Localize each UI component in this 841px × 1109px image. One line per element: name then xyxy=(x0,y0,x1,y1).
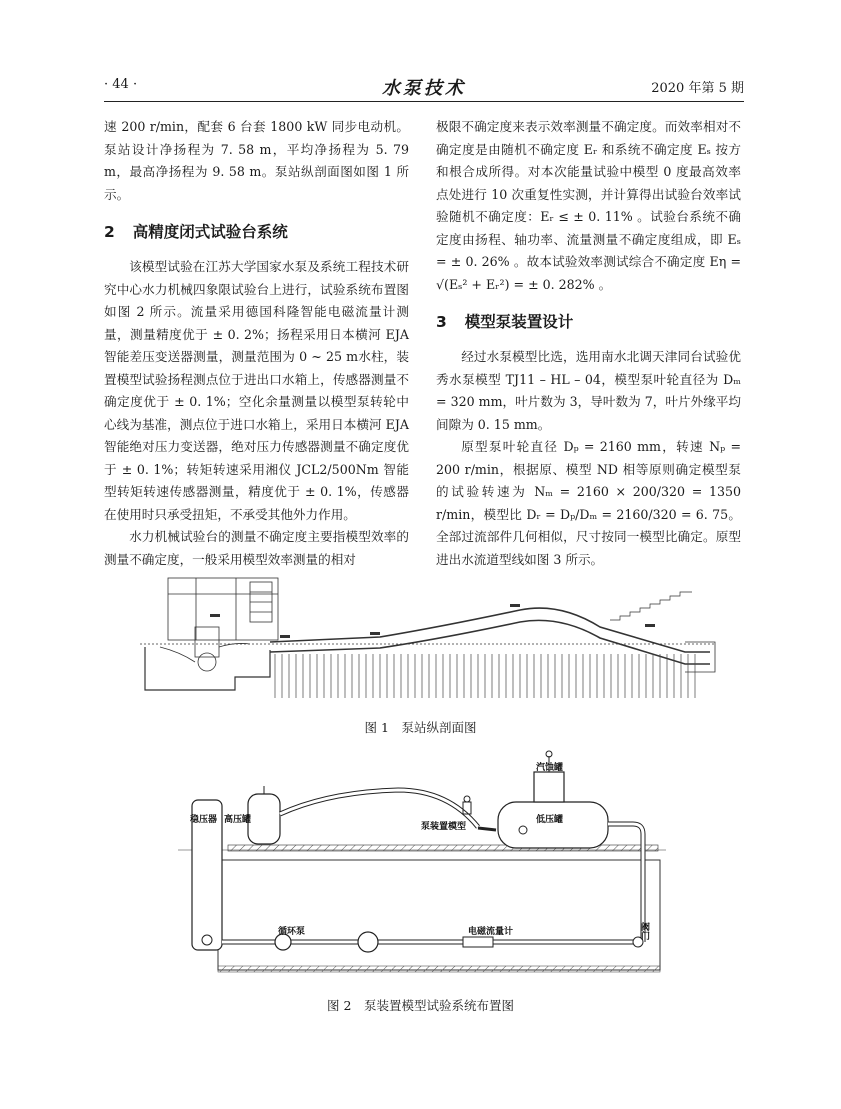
left-paragraph-1: 速 200 r/min，配套 6 台套 1800 kW 同步电动机。泵站设计净扬程为 7. 58 m，平均净扬程为 5. 79 m，最高净扬程为 9. 58 m。泵站纵剖面图如图 1 所示。 xyxy=(104,119,409,202)
label-stabilizer: 稳压器 xyxy=(190,815,218,825)
right-column xyxy=(436,116,741,571)
label-vapor-tank: 汽蚀罐 xyxy=(536,763,564,773)
section-3-number: 3 xyxy=(436,313,447,331)
left-column xyxy=(104,116,409,571)
section-2-number: 2 xyxy=(104,223,115,241)
header-rule xyxy=(104,101,744,102)
section-2-title: 高精度闭式试验台系统 xyxy=(132,223,288,241)
left-paragraph-3: 水力机械试验台的测量不确定度主要指模型效率的测量不确定度，一般采用模型效率测量的相对 xyxy=(104,529,409,567)
figure-2-caption: 图 2 泵装置模型试验系统布置图 xyxy=(327,998,514,1013)
low-pressure-tank xyxy=(498,802,608,848)
issue-label: 2020 年第 5 期 xyxy=(651,81,744,96)
label-model-device: 泵装置模型 xyxy=(421,822,467,832)
section-3-heading xyxy=(436,310,741,334)
right-paragraph-1: 极限不确定度来表示效率测量不确定度。而效率相对不确定度是由随机不确定度 Eᵣ 和系统不确定度 Eₛ 按方和根合成所得。对本次能量试验中模型 0 度最高效率点处进行 10 次重复性实测，并计算得出试验台效率试验随机不确定度：Eᵣ ≤ ± 0. 11% 。试验台系统不确定度由扬程、轴功率、流量测量不确定度组成，即 Eₛ = ± 0. 26% 。故本试验效率测试综合不确定度 Eη = √(Eₛ² + Eᵣ²) = ± 0. 282% 。 xyxy=(436,119,741,292)
flowmeter xyxy=(463,937,493,947)
left-paragraph-2: 该模型试验在江苏大学国家水泵及系统工程技术研究中心水力机械四象限试验台上进行，试验系统布置图如图 2 所示。流量采用德国科隆智能电磁流量计测量，测量精度优于 ± 0. 2%；扬程采用日本横河 EJA 智能差压变送器测量，测量范围为 0 ~ 25 m水柱，装置模型试验扬程测点位于进出口水箱上，传感器测量不确定度优于 ± 0. 1%；空化余量测量以模型泵转轮中心线为基准，测点位于进口水箱上，采用日本横河 EJA 智能绝对压力变送器，绝对压力传感器测量不确定度优于 ± 0. 1%；转矩转速采用湘仪 JCL2/500Nm 智能型转矩转速传感器测量，精度优于 ± 0. 1%，传感器在使用时只承受扭矩，不承受其他外力作用。 xyxy=(104,259,409,522)
section-2-heading xyxy=(104,220,409,244)
figure-2-drawing xyxy=(178,742,666,974)
label-high-tank: 高压罐 xyxy=(224,815,252,825)
foundation-piles xyxy=(275,654,695,698)
figure-1-drawing xyxy=(140,572,720,702)
label-flowmeter: 电磁流量计 xyxy=(468,927,514,937)
right-paragraph-3: 原型泵叶轮直径 Dₚ = 2160 mm，转速 Nₚ = 200 r/min，根据原、模型 ND 相等原则确定模型泵的试验转速为 Nₘ = 2160 × 200/320 = 1350 r/min，模型比 Dᵣ = Dₚ/Dₘ = 2160/320 = 6. 75。全部过流部件几何相似，尺寸按同一模型比确定。原型进出水流道型线如图 3 所示。 xyxy=(436,439,741,567)
vapor-tank xyxy=(534,772,564,802)
right-paragraph-2: 经过水泵模型比选，选用南水北调天津同台试验优秀水泵模型 TJ11 – HL – 04，模型泵叶轮直径为 Dₘ = 320 mm，叶片数为 3，导叶数为 7，叶片外缘平均间隙为 0. 15 mm。 xyxy=(436,349,741,432)
label-valve: 阀门 xyxy=(639,922,649,940)
journal-title: 水泵技术 xyxy=(382,78,466,99)
high-pressure-tank xyxy=(248,794,280,844)
page-number: · 44 · xyxy=(104,77,138,92)
figure-1-caption: 图 1 泵站纵剖面图 xyxy=(364,720,477,735)
label-circ-pump: 循环泵 xyxy=(278,927,306,937)
label-low-tank: 低压罐 xyxy=(536,815,564,825)
section-3-title: 模型泵装置设计 xyxy=(464,313,574,331)
pump-house-frame xyxy=(168,578,278,640)
page-header xyxy=(104,74,744,100)
